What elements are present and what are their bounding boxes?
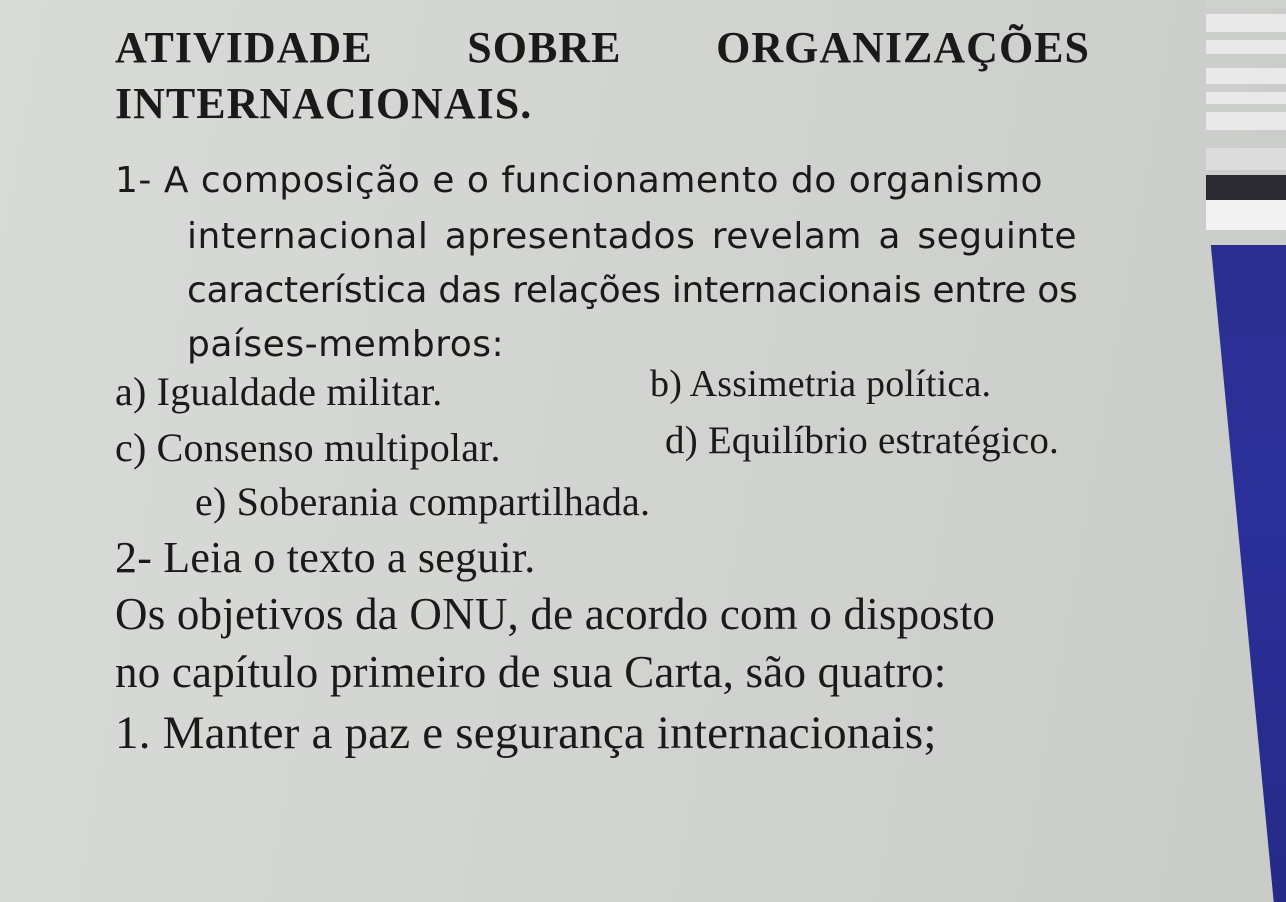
question1-line1: 1- A composição e o funcionamento do organismo bbox=[115, 160, 1044, 201]
question1-word: apresentados bbox=[444, 216, 696, 257]
question1-word: internacional bbox=[187, 216, 429, 257]
title-word-atividade: ATIVIDADE bbox=[115, 23, 373, 72]
option-c: c) Consenso multipolar. bbox=[115, 425, 501, 470]
question2-line1: 2- Leia o texto a seguir. bbox=[115, 533, 536, 582]
question1-line3: característica das relações internacionais entre os bbox=[187, 270, 1078, 311]
question2-line4: 1. Manter a paz e segurança internacionais; bbox=[115, 707, 937, 759]
question2-line2: Os objetivos da ONU, de acordo com o disposto bbox=[115, 589, 996, 639]
question1-line4: países-membros: bbox=[187, 324, 505, 365]
title-word-organizacoes: ORGANIZAÇÕES bbox=[716, 23, 1090, 72]
question1-word: seguinte bbox=[917, 216, 1077, 257]
question2-line3: no capítulo primeiro de sua Carta, são quatro: bbox=[115, 647, 947, 697]
question1-word: revelam bbox=[711, 216, 862, 257]
title-word-sobre: SOBRE bbox=[467, 23, 622, 72]
question1-line2 bbox=[187, 216, 1077, 257]
option-b: b) Assimetria política. bbox=[650, 363, 992, 405]
option-d: d) Equilíbrio estratégico. bbox=[665, 419, 1060, 462]
worksheet-title-line1 bbox=[115, 22, 1090, 73]
worksheet-title-line2: INTERNACIONAIS. bbox=[115, 79, 533, 128]
photo-background-edge bbox=[1206, 0, 1286, 902]
option-a: a) Igualdade militar. bbox=[115, 369, 443, 414]
option-e: e) Soberania compartilhada. bbox=[195, 479, 651, 524]
question1-word: a bbox=[878, 216, 901, 257]
